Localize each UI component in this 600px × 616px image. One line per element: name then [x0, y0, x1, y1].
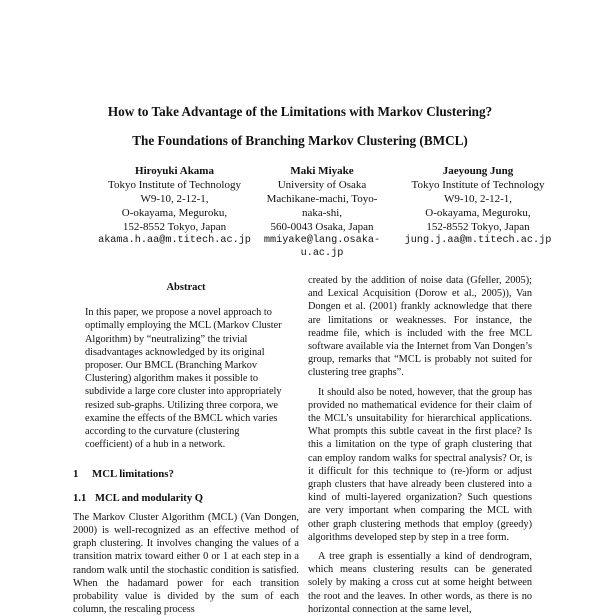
author-name: Hiroyuki Akama: [135, 165, 214, 177]
section-number: 1: [73, 468, 79, 481]
author-address-line: O-okayama, Meguroku,: [425, 207, 531, 219]
left-column: [73, 281, 299, 616]
author-address-line: naka-shi,: [301, 207, 342, 219]
author-affiliation: Tokyo Institute of Technology: [108, 179, 241, 191]
section-title: MCL limitations?: [92, 468, 174, 481]
author-address-line: O-okayama, Meguroku,: [121, 207, 228, 219]
author-address-line: Machikane-machi, Toyo-: [266, 193, 378, 205]
subsection-number: 1.1: [73, 492, 87, 504]
author-block-1: [62, 164, 287, 247]
author-affiliation: Tokyo Institute of Technology: [411, 179, 545, 191]
author-address-line: 560-0043 Osaka, Japan: [270, 221, 374, 233]
author-address-line: 152-8552 Tokyo, Japan: [122, 221, 227, 233]
body-paragraph: The Markov Cluster Algorithm (MCL) (Van Dongen, 2000) is well-recognized as an effective method of graph clustering. It involves changing the values of a transition matrix toward either 0 or 1 at each step in a random walk until the stochastic condition is satisfied. When the hadamard power for each transition probability value is divided by the sum of each column, the rescaling process: [73, 511, 299, 616]
author-block-3: [358, 164, 598, 247]
paper-subtitle: The Foundations of Branching Markov Clustering (BMCL): [132, 133, 468, 148]
author-email: akama.h.aa@m.titech.ac.jp: [98, 235, 251, 246]
subsection-heading: [73, 492, 299, 505]
author-affiliation: University of Osaka: [277, 179, 367, 191]
author-address-line: W9-10, 2-12-1,: [443, 193, 513, 205]
author-name: Jaeyoung Jung: [442, 165, 514, 177]
right-column: [308, 274, 532, 616]
abstract-text: In this paper, we propose a novel approach to optimally employing the MCL (Markov Cluster Algorithm) by “neutralizing” the trivial disadvantages acknowledged by its original proposer. Our BMCL (Branching Markov Clustering) algorithm makes it possible to subdivide a large core cluster into appropriately resized sub-graphs. Utilizing three corpora, we examine the effects of the BMCL which varies according to the curvature (clustering coefficient) of a hub in a network.: [85, 307, 282, 451]
author-name: Maki Miyake: [290, 165, 354, 177]
author-email: jung.j.aa@m.titech.ac.jp: [404, 235, 552, 246]
author-email-continued: u.ac.jp: [300, 248, 344, 259]
body-paragraph: It should also be noted, however, that the group has provided no mathematical evidence for their claim of the MCL’s unsuitability for hierarchical applications. What prompts this subtle caveat in the first place? Is this a limitation on the type of graph clustering that can employ random walks for spectral analysis? Or, is it difficult for this technique to (re-)form or adjust graph clusters that have already been clustered into a kind of multi-layered organization? Such questions are very important when comparing the MCL with other graph clustering methods that employ (greedy) algorithms developed step by step in a tree form.: [308, 386, 532, 543]
abstract-heading: Abstract: [166, 282, 206, 293]
body-paragraph: A tree graph is essentially a kind of dendrogram, which means clustering results can be generated solely by making a cross cut at some height between the root and the leaves. In other words, as there is no horizontal connection at the same level,: [308, 551, 532, 615]
body-paragraph: created by the addition of noise data (Gfeller, 2005); and Lexical Acquisition (Dorow et al., 2005)), Van Dongen et al. (2001) frankly acknowledge that there are limitations or weaknesses. For instance, the readme file, which is included with the free MCL software available via the Internet from Van Dongen’s group, remarks that “MCL is probably not suited for clustering tree graphs”.: [308, 275, 532, 379]
author-email: mmiyake@lang.osaka-: [263, 235, 381, 246]
section-heading: [73, 468, 299, 481]
author-address-line: 152-8552 Tokyo, Japan: [426, 221, 530, 233]
subsection-title: MCL and modularity Q: [95, 492, 204, 504]
paper-title: How to Take Advantage of the Limitations with Markov Clustering?: [107, 104, 493, 119]
author-address-line: W9-10, 2-12-1,: [140, 193, 209, 205]
